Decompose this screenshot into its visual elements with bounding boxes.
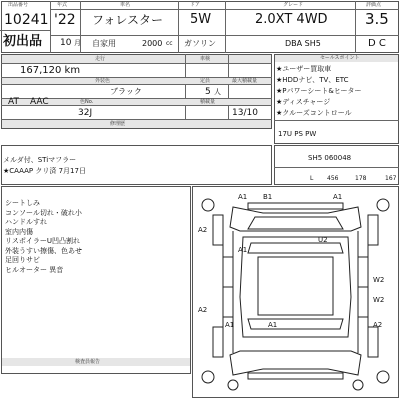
month-value: 10 (60, 38, 72, 48)
inspector-footer: 検査員報告 (75, 359, 101, 365)
seats-label: 定員 (200, 78, 211, 84)
inspector-line: 外装うすい擦傷、色あせ (5, 247, 82, 255)
color-label: 外装色 (95, 78, 111, 84)
inspector-line: 足回りサビ (5, 256, 40, 264)
month-unit: 月 (74, 39, 81, 47)
seats-unit: 人 (214, 88, 221, 96)
color-value: ブラック (110, 87, 142, 96)
int-ext-grade: D C (368, 38, 386, 49)
use-value: 自家用 (92, 39, 116, 48)
remark-line: ★CAAAP クリ済 7月17日 (3, 167, 86, 175)
capacity-label: 最大積載量 (232, 78, 258, 84)
marker-a1: A1 (238, 193, 248, 201)
length-value: 456 (327, 175, 339, 182)
shift-value: AT (8, 97, 19, 107)
marker-a2: A2 (198, 226, 208, 234)
marker-w2: W2 (373, 296, 385, 304)
marker-a2: A2 (198, 306, 208, 314)
score-label: 評価点 (366, 2, 382, 8)
equipment-title: セールスポイント (320, 55, 360, 61)
equipment-item: ★ユーザー買取車 (276, 65, 332, 73)
grade-value: 2.0XT 4WD (255, 12, 328, 27)
year-label: 年式 (57, 2, 68, 8)
seats-value: 5 (205, 87, 211, 97)
score-value: 3.5 (365, 10, 389, 28)
marker-a1: A1 (225, 321, 235, 329)
marker-a2: A2 (373, 321, 383, 329)
inspector-line: シートしみ (5, 199, 40, 207)
height-value: 167 (385, 175, 397, 182)
remarks-frame (1, 145, 272, 185)
frame-number: SH5 060048 (308, 154, 352, 162)
model-label: 車名 (120, 2, 131, 8)
width-value: 178 (355, 175, 367, 182)
lot-number: 10241 (4, 12, 49, 28)
marker-u2: U2 (318, 236, 328, 244)
marker-a1: A1 (268, 321, 278, 329)
inspector-line: 室内内傷 (5, 228, 33, 236)
cc-unit: cc (166, 40, 173, 47)
inspector-line: リスポイラーU凹凸割れ (5, 237, 80, 245)
marker-a1: A1 (333, 193, 343, 201)
equipment-extra: 17U PS PW (278, 130, 317, 138)
mileage-label: 走行 (95, 56, 106, 62)
equipment-item: ★Pパワーシート&ヒーター (276, 87, 362, 95)
shaken-label: 車検 (200, 56, 211, 62)
door-label: ドア (190, 2, 200, 8)
marker-a1: A1 (238, 246, 248, 254)
equipment-item: ★ディスチャージ (276, 98, 331, 106)
mileage-value: 167,120 km (20, 65, 81, 76)
inspector-line: コンソール切れ・破れ小 (5, 209, 82, 217)
ac-value: AAC (30, 97, 49, 107)
car-diagram-frame (192, 186, 399, 398)
equipment-item: ★HDDナビ、TV、ETC (276, 76, 349, 84)
remark-line: メルダ付、STiマフラー (3, 156, 77, 164)
load-label: 積載量 (200, 99, 216, 105)
model-value: フォレスター (92, 13, 164, 27)
model-code: DBA SH5 (285, 39, 321, 48)
dims-label: L (310, 175, 314, 182)
lot-label: 出品番号 (8, 2, 29, 8)
load-value: 13/10 (232, 108, 258, 118)
color-no-label: 色No. (80, 99, 94, 105)
cc-value: 2000 (142, 39, 163, 48)
doors-value: 5W (190, 12, 212, 27)
first-listing-badge: 初出品 (3, 34, 43, 49)
marker-w2: W2 (373, 276, 385, 284)
year-value: '22 (54, 12, 76, 28)
inspector-line: ハンドルすれ (5, 218, 47, 226)
marker-b1: B1 (263, 193, 273, 201)
car-diagram (193, 187, 398, 397)
repair-label: 修理歴 (110, 121, 126, 127)
fuel-value: ガソリン (184, 39, 216, 48)
color-no-value: 32J (78, 108, 93, 118)
equipment-item: ★クルーズコントロール (276, 109, 352, 117)
inspector-line: ヒルオーター 異音 (5, 266, 64, 274)
grade-label: グレード (283, 2, 304, 8)
